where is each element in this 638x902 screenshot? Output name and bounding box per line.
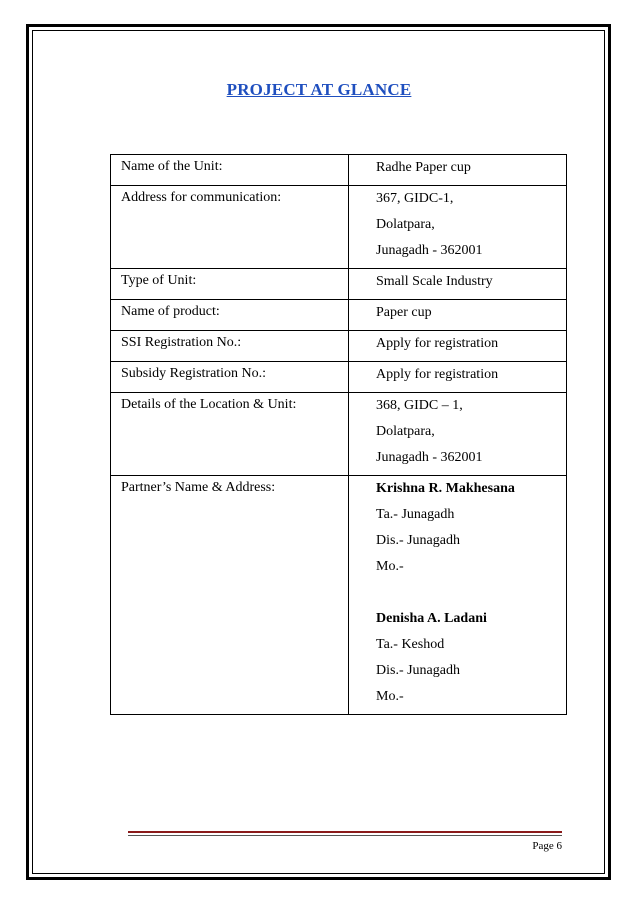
- value-line: Small Scale Industry: [376, 274, 493, 289]
- table-row: [111, 362, 567, 393]
- row-value: [349, 155, 567, 186]
- partner-name: Krishna R. Makhesana: [376, 481, 515, 496]
- value-line: Dolatpara,: [376, 424, 435, 439]
- table-row: [111, 155, 567, 186]
- value-line: Apply for registration: [376, 336, 499, 351]
- value-line: 368, GIDC – 1,: [376, 398, 463, 413]
- row-value: [349, 269, 567, 300]
- table-row: [111, 331, 567, 362]
- row-label: Subsidy Registration No.:: [111, 362, 349, 393]
- page-number: Page 6: [532, 840, 562, 852]
- row-label: Name of product:: [111, 300, 349, 331]
- footer-rule: [128, 831, 562, 833]
- partner-detail: Ta.- Junagadh: [376, 507, 455, 522]
- project-glance-table: [110, 154, 567, 715]
- footer-rule-thin: [128, 835, 562, 836]
- value-line: Apply for registration: [376, 367, 499, 382]
- row-value: [349, 476, 567, 715]
- value-line: Radhe Paper cup: [376, 160, 471, 175]
- row-value: [349, 300, 567, 331]
- table-row: [111, 186, 567, 269]
- table-row: [111, 269, 567, 300]
- page-title: PROJECT AT GLANCE: [226, 80, 412, 99]
- row-value: [349, 331, 567, 362]
- partner-detail: Mo.-: [376, 689, 404, 704]
- value-line: Junagadh - 362001: [376, 450, 483, 465]
- partner-detail: Mo.-: [376, 559, 404, 574]
- row-label: Name of the Unit:: [111, 155, 349, 186]
- table-row: [111, 393, 567, 476]
- row-value: [349, 186, 567, 269]
- row-label: Details of the Location & Unit:: [111, 393, 349, 476]
- value-line: 367, GIDC-1,: [376, 191, 454, 206]
- partner-detail: Dis.- Junagadh: [376, 533, 460, 548]
- partner-detail: Ta.- Keshod: [376, 637, 445, 652]
- partner-name: Denisha A. Ladani: [376, 611, 487, 626]
- value-line: Dolatpara,: [376, 217, 435, 232]
- row-label: SSI Registration No.:: [111, 331, 349, 362]
- row-label: Partner’s Name & Address:: [111, 476, 349, 715]
- spacer: [376, 584, 566, 610]
- row-label: Address for communication:: [111, 186, 349, 269]
- row-value: [349, 362, 567, 393]
- value-line: Paper cup: [376, 305, 432, 320]
- row-value: [349, 393, 567, 476]
- value-line: Junagadh - 362001: [376, 243, 483, 258]
- table-row: [111, 300, 567, 331]
- table-row: [111, 476, 567, 715]
- row-label: Type of Unit:: [111, 269, 349, 300]
- partner-detail: Dis.- Junagadh: [376, 663, 460, 678]
